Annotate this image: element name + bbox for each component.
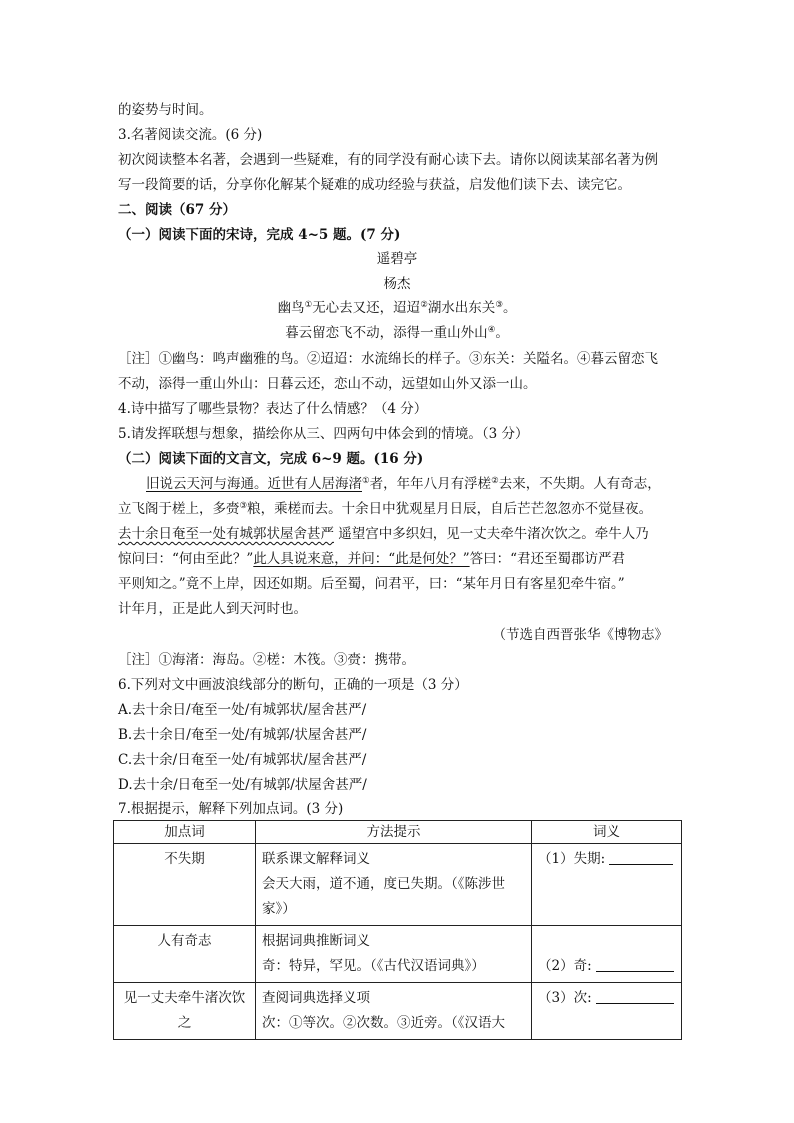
poem-author: 杨杰 bbox=[383, 276, 411, 292]
passage-line: 立飞阁于槎上，多赍③粮，乘槎而去。十余日中犹观星月日辰，自后芒芒忽忽亦不觉昼夜。 bbox=[118, 501, 653, 517]
table-row bbox=[114, 844, 682, 926]
passage-source: （节选自西晋张华《博物志》 bbox=[492, 627, 668, 643]
question-5: 5.请发挥联想与想象，描绘你从三、四两句中体会到的情境。（3 分） bbox=[118, 426, 529, 442]
question-7: 7.根据提示，解释下列加点词。(3 分) bbox=[118, 801, 344, 817]
text-line: 的姿势与时间。 bbox=[118, 102, 213, 118]
poem-note: ［注］①幽鸟：鸣声幽雅的鸟。②迢迢：水流绵长的样子。③东关：关隘名。④暮云留恋飞 bbox=[118, 351, 658, 367]
table-cell-answer: （3）次: bbox=[532, 983, 682, 1040]
passage-line: 旧说云天河与海通。近世有人居海渚①者，年年八月有浮槎②去来，不失期。人有奇志， bbox=[146, 476, 661, 492]
passage-line: 去十余日奄至一处有城郭状屋舍甚严 遥望宫中多织妇，见一丈夫牵牛渚次饮之。牵牛人乃 bbox=[118, 526, 649, 542]
question-3: 3.名著阅读交流。(6 分) bbox=[118, 127, 263, 143]
passage-line: 平则知之。”竟不上岸，因还如期。后至蜀，问君平，曰：“某年月日有客星犯牵牛宿。” bbox=[118, 576, 625, 592]
text-line: 初次阅读整本名著，会遇到一些疑难，有的同学没有耐心读下去。请你以阅读某部名著为例 bbox=[118, 152, 658, 168]
table-row bbox=[114, 926, 682, 983]
table-header: 词义 bbox=[532, 821, 682, 844]
table-cell-hint: 查阅词典选择义项 次：①等次。②次数。③近旁。（《汉语大 bbox=[256, 983, 532, 1040]
question-4: 4.诗中描写了哪些景物？表达了什么情感？（4 分） bbox=[118, 401, 428, 417]
table-row bbox=[114, 983, 682, 1040]
table-cell-word: 不失期 bbox=[114, 844, 256, 926]
poem-title: 遥碧亭 bbox=[376, 251, 418, 267]
option-c: C.去十余/日奄至一处/有城郭状/屋舍甚严/ bbox=[118, 752, 367, 768]
answer-table bbox=[113, 820, 682, 1040]
table-cell-answer: （1）失期: bbox=[532, 844, 682, 926]
answer-blank[interactable] bbox=[596, 989, 674, 1004]
option-b: B.去十余日/奄至一处/有城郭/状屋舍甚严/ bbox=[118, 727, 367, 743]
option-d: D.去十余/日奄至一处/有城郭/状屋舍甚严/ bbox=[118, 777, 367, 793]
answer-blank[interactable] bbox=[596, 957, 674, 972]
passage-line: 计年月，正是此人到天河时也。 bbox=[118, 601, 307, 617]
question-6: 6.下列对文中画波浪线部分的断句，正确的一项是（3 分） bbox=[118, 677, 468, 693]
text-line: 写一段简要的话，分享你化解某个疑难的成功经验与获益，启发他们读下去、读完它。 bbox=[118, 177, 631, 193]
table-header: 加点词 bbox=[114, 821, 256, 844]
table-cell-hint: 根据词典推断词义 奇：特异，罕见。（《古代汉语词典》） bbox=[256, 926, 532, 983]
subsection-heading-poem: （一）阅读下面的宋诗，完成 4~5 题。(7 分) bbox=[118, 227, 401, 243]
section-heading-reading: 二、阅读（67 分） bbox=[118, 202, 236, 218]
passage-line: 惊问曰：“何由至此？”此人具说来意，并问：“此是何处？”答曰：“君还至蜀郡访严君 bbox=[118, 551, 626, 567]
poem-line-2: 暮云留恋飞不动，添得一重山外山④。 bbox=[285, 325, 509, 341]
table-cell-hint: 联系课文解释词义 会天大雨，道不通，度已失期。（《陈涉世家》） bbox=[256, 844, 532, 926]
poem-note: 不动，添得一重山外山：日暮云还，恋山不动，远望如山外又添一山。 bbox=[118, 376, 537, 392]
table-cell-answer: （2）奇: bbox=[532, 926, 682, 983]
option-a: A.去十余日/奄至一处/有城郭状/屋舍甚严/ bbox=[118, 702, 367, 718]
answer-blank[interactable] bbox=[609, 850, 673, 865]
table-cell-word: 见一丈夫牵牛渚次饮之 bbox=[114, 983, 256, 1040]
table-header: 方法提示 bbox=[256, 821, 532, 844]
poem-line-1: 幽鸟①无心去又还，迢迢②湖水出东关③。 bbox=[277, 300, 517, 316]
table-header-row bbox=[114, 821, 682, 844]
subsection-heading-prose: （二）阅读下面的文言文，完成 6~9 题。(16 分) bbox=[118, 451, 424, 467]
passage-note: ［注］①海渚：海岛。②槎：木筏。③赍：携带。 bbox=[118, 652, 415, 668]
table-cell-word: 人有奇志 bbox=[114, 926, 256, 983]
